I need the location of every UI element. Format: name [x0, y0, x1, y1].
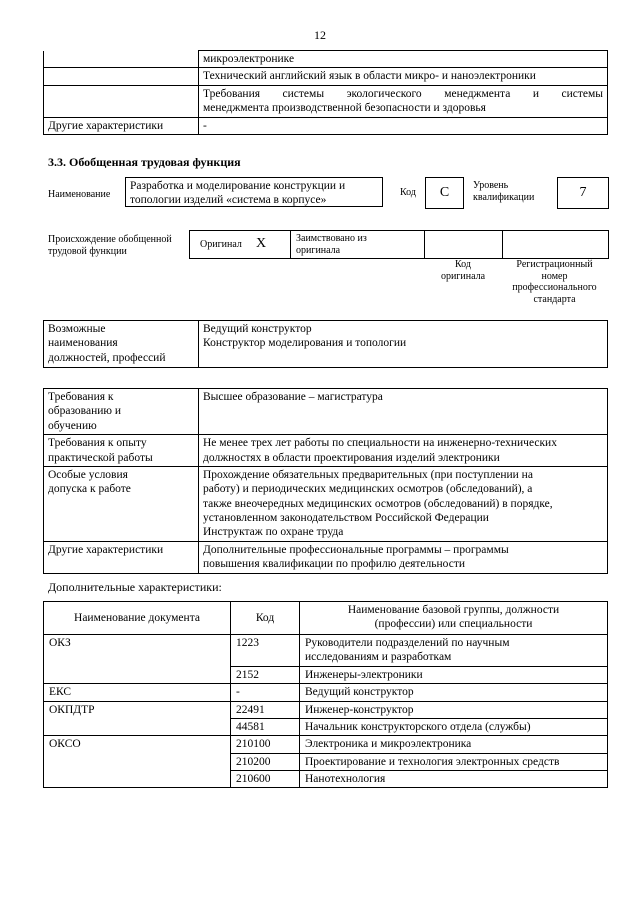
- table-row: [44, 541, 608, 573]
- code-original-caption: [424, 259, 502, 282]
- caption-line: профессионального: [512, 282, 597, 293]
- label-line: Требования к: [48, 391, 114, 403]
- value-line: установленном законодательством Российской Федерации: [203, 512, 489, 524]
- name-cell: Начальник конструкторского отдела (службы): [300, 718, 608, 735]
- table-row: [44, 635, 608, 667]
- requirements-table: [43, 388, 608, 574]
- origin-table: [189, 230, 609, 259]
- code-label: Код: [400, 187, 416, 198]
- level-label: [473, 180, 534, 203]
- doc-cell: ОКСО: [44, 736, 231, 788]
- doc-cell: ЕКС: [44, 684, 231, 701]
- value-line: повышения квалификации по профилю деятельности: [203, 558, 465, 571]
- value-line: Не менее трех лет работы по специальности на инженерно-технических: [203, 437, 557, 450]
- value-line: Ведущий конструктор: [203, 323, 312, 335]
- label-line: должностей, профессий: [48, 351, 166, 364]
- name-cell: Ведущий конструктор: [300, 684, 608, 701]
- conditions-value: [199, 466, 608, 541]
- label-line: Возможные: [48, 323, 106, 335]
- page-number: 12: [314, 28, 326, 42]
- table-row: [44, 68, 608, 85]
- origin-label-line: Происхождение обобщенной: [48, 234, 172, 245]
- additional-table: [43, 601, 608, 788]
- row-value: -: [199, 117, 608, 134]
- code-cell: 1223: [231, 635, 300, 667]
- doc-cell: ОКПДТР: [44, 701, 231, 736]
- positions-label: [44, 321, 199, 368]
- header-code: Код: [231, 602, 300, 635]
- code-cell: 44581: [231, 718, 300, 735]
- code-cell: 210100: [231, 736, 300, 753]
- original-mark: X: [256, 236, 267, 251]
- origin-label-line: трудовой функции: [48, 245, 127, 257]
- row-label: [44, 68, 199, 85]
- caption-line: стандарта: [533, 293, 576, 305]
- row-value-line: менеджмента производственной безопасности и здоровья: [203, 102, 486, 115]
- value-line: должностях в области проектирования изделий электроники: [203, 451, 500, 464]
- caption-line: Регистрационный: [516, 259, 593, 270]
- value-line: Дополнительные профессиональные программы – программы: [203, 543, 509, 556]
- origin-divider: [424, 231, 425, 258]
- code-value-box: C: [425, 177, 464, 209]
- table-row: [44, 435, 608, 467]
- additional-title: Дополнительные характеристики:: [48, 580, 222, 594]
- name-line: исследованиям и разработкам: [305, 651, 452, 664]
- function-name-box: [125, 177, 383, 207]
- table-row: [44, 389, 608, 435]
- header-line: (профессии) или специальности: [374, 618, 533, 631]
- section-heading: 3.3. Обобщенная трудовая функция: [48, 155, 241, 169]
- education-value: Высшее образование – магистратура: [199, 389, 608, 435]
- name-cell: Электроника и микроэлектроника: [300, 736, 608, 753]
- header-doc: Наименование документа: [44, 602, 231, 635]
- education-label: [44, 389, 199, 435]
- other-value: [199, 541, 608, 573]
- code-cell: 210200: [231, 753, 300, 770]
- name-cell: Проектирование и технология электронных средств: [300, 753, 608, 770]
- level-label-line: квалификации: [473, 191, 535, 203]
- caption-line: оригинала: [440, 270, 486, 282]
- label-line: наименования: [48, 337, 118, 350]
- caption-line: Код: [455, 259, 471, 270]
- row-value: микроэлектронике: [199, 51, 608, 68]
- code-cell: 2152: [231, 666, 300, 683]
- code-cell: 210600: [231, 771, 300, 788]
- function-name-line: топологии изделий «система в корпусе»: [130, 194, 327, 207]
- name-cell: Нанотехнология: [300, 771, 608, 788]
- borrowed-label-line: Заимствовано из: [296, 233, 367, 244]
- value-line: также внеочередных медицинских осмотров (обследований) в порядке,: [203, 497, 553, 510]
- table-row: [44, 736, 608, 753]
- value-line: работу) и периодических медицинских осмотров (обследований), а: [203, 483, 533, 496]
- positions-table: [43, 320, 608, 368]
- name-label: Наименование: [48, 189, 111, 200]
- other-label: Другие характеристики: [44, 541, 199, 573]
- origin-divider: [502, 231, 503, 258]
- table-row: [44, 684, 608, 701]
- row-label: [44, 85, 199, 117]
- reg-number-caption: [502, 259, 607, 305]
- row-value: [199, 85, 608, 117]
- label-line: допуска к работе: [48, 483, 131, 496]
- table-row: [44, 85, 608, 117]
- table-row: [44, 117, 608, 134]
- conditions-label: [44, 466, 199, 541]
- positions-value: [199, 321, 608, 368]
- name-line: Руководители подразделений по научным: [305, 637, 510, 649]
- origin-label: [48, 234, 172, 257]
- table-row: [44, 701, 608, 718]
- table-row: [44, 321, 608, 368]
- code-cell: 22491: [231, 701, 300, 718]
- continuation-table: [43, 50, 608, 135]
- original-label: Оригинал: [200, 239, 242, 250]
- value-line: Прохождение обязательных предварительных (при поступлении на: [203, 468, 533, 481]
- row-label: [44, 51, 199, 68]
- code-cell: -: [231, 684, 300, 701]
- origin-divider: [290, 231, 291, 258]
- doc-cell: ОКЗ: [44, 635, 231, 684]
- value-line: Инструктаж по охране труда: [203, 526, 344, 539]
- row-value: Технический английский язык в области микро- и наноэлектроники: [199, 68, 608, 85]
- experience-value: [199, 435, 608, 467]
- row-label: Другие характеристики: [44, 117, 199, 134]
- caption-line: номер: [541, 270, 568, 282]
- table-row: [44, 466, 608, 541]
- table-row: [44, 51, 608, 68]
- value-line: Конструктор моделирования и топологии: [203, 337, 407, 350]
- header-line: Наименование базовой группы, должности: [347, 604, 560, 616]
- name-cell: [300, 635, 608, 667]
- label-line: образованию и: [48, 405, 121, 418]
- name-cell: Инженеры-электроники: [300, 666, 608, 683]
- experience-label: [44, 435, 199, 467]
- level-value-box: 7: [557, 177, 609, 209]
- label-line: практической работы: [48, 451, 153, 464]
- name-cell: Инженер-конструктор: [300, 701, 608, 718]
- header-name: [300, 602, 608, 635]
- label-line: Требования к опыту: [48, 437, 147, 450]
- row-value-line: Требования системы экологического менеджмента и системы: [203, 87, 603, 100]
- label-line: обучению: [48, 419, 97, 432]
- borrowed-label: [296, 233, 367, 256]
- level-label-line: Уровень: [473, 180, 509, 191]
- table-header-row: [44, 602, 608, 635]
- borrowed-label-line: оригинала: [296, 244, 341, 256]
- function-name-line: Разработка и моделирование конструкции и: [130, 180, 346, 192]
- label-line: Особые условия: [48, 468, 128, 481]
